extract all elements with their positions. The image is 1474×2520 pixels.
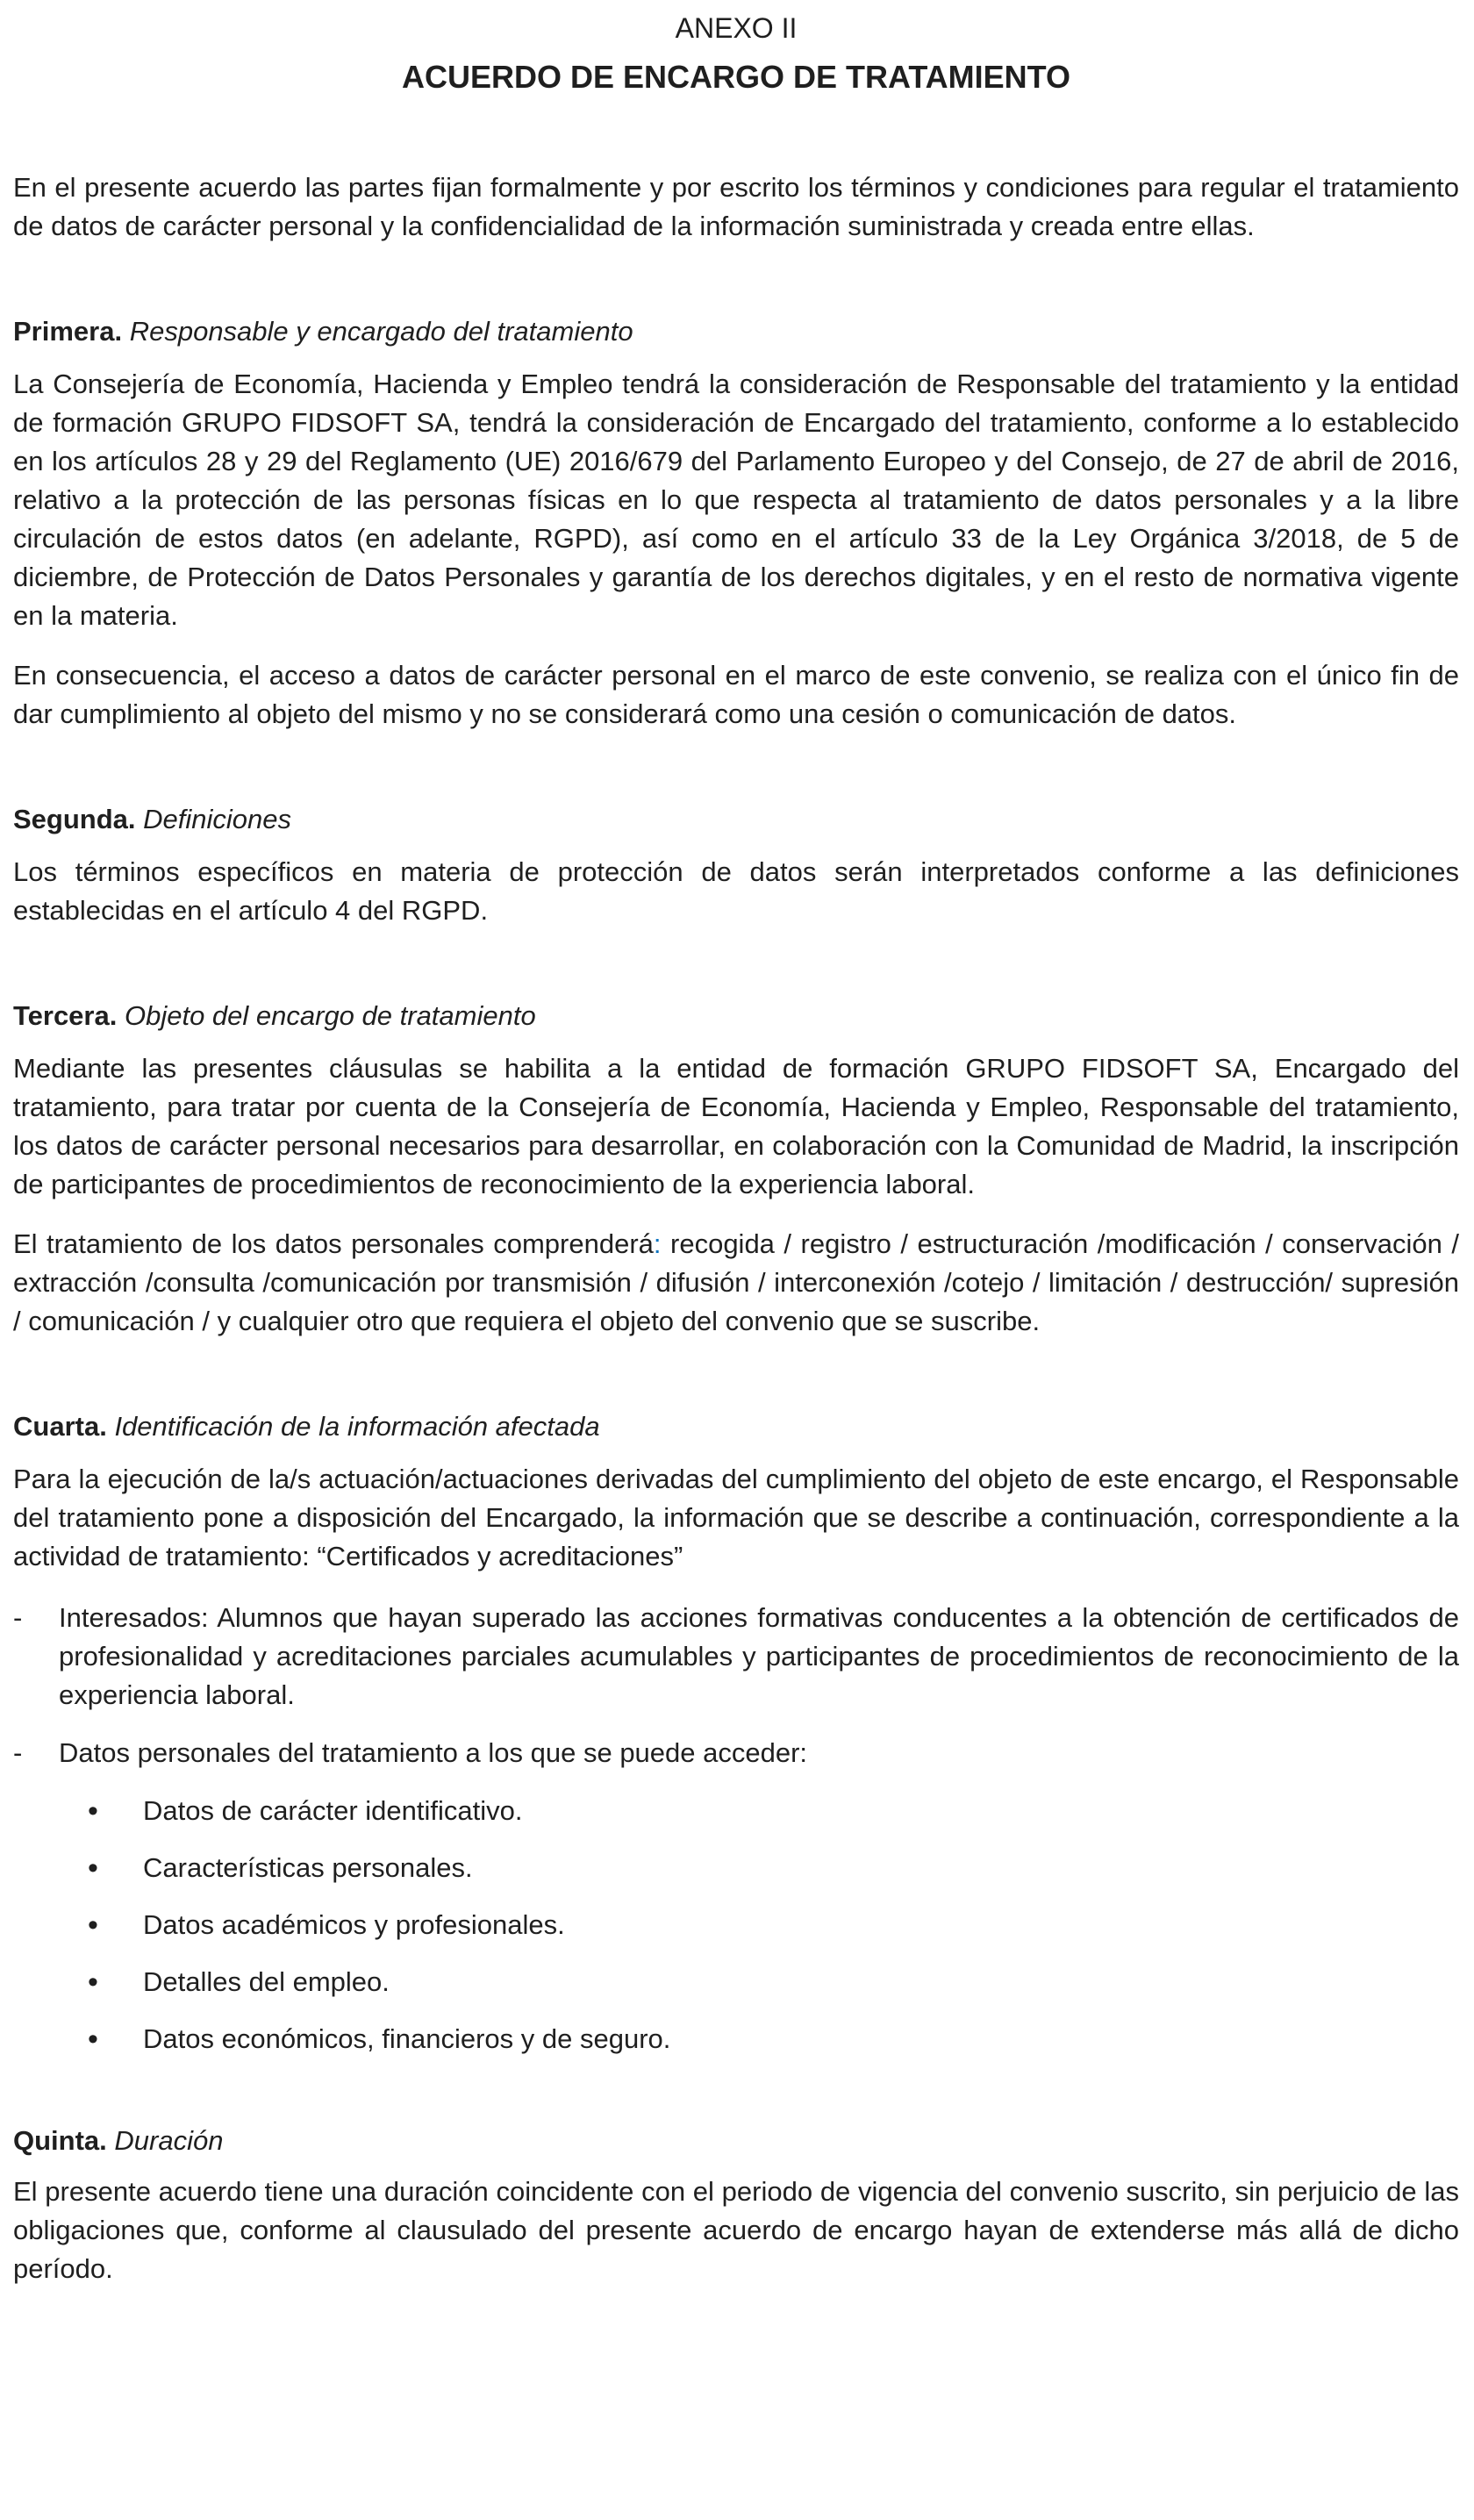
section-title: Definiciones <box>143 804 292 834</box>
section-heading-quinta <box>13 2122 1459 2160</box>
paragraph: La Consejería de Economía, Hacienda y Empleo tendrá la consideración de Responsable del tratamiento y la entidad de formación GRUPO FIDSOFT SA, tendrá la consideración de Encargado del tratamiento, conforme a lo establecido en los artículos 28 y 29 del Reglamento (UE) 2016/679 del Parlamento Europeo y del Consejo, de 27 de abril de 2016, relativo a la protección de las personas físicas en lo que respecta al tratamiento de datos personales y a la libre circulación de estos datos (en adelante, RGPD), así como en el artículo 33 de la Ley Orgánica 3/2018, de 5 de diciembre, de Protección de Datos Personales y garantía de los derechos digitales, y en el resto de normativa vigente en la materia. <box>13 369 1459 631</box>
bullet-marker: • <box>88 2022 98 2056</box>
bullet-item-text: Datos de carácter identificativo. <box>143 1795 523 1826</box>
paragraph: Para la ejecución de la/s actuación/actuaciones derivadas del cumplimiento del objeto de este encargo, el Responsable del tratamiento pone a disposición del Encargado, la información que se describe a continuación, correspondiente a la actividad de tratamiento: “Certificados y acreditaciones” <box>13 1464 1459 1571</box>
bullet-item-text: Datos académicos y profesionales. <box>143 1909 565 1940</box>
dash-marker: - <box>13 1737 23 1768</box>
bullet-marker: • <box>88 1794 98 1828</box>
intro-paragraph: En el presente acuerdo las partes fijan formalmente y por escrito los términos y condiciones para regular el tratamiento de datos de carácter personal y la confidencialidad de la información suministrada y creada entre ellas. <box>13 172 1459 241</box>
section-heading-tercera <box>13 997 1459 1035</box>
document-title: ACUERDO DE ENCARGO DE TRATAMIENTO <box>401 59 1070 95</box>
dash-item-text: Datos personales del tratamiento a los que se puede acceder: <box>59 1737 808 1768</box>
bullet-marker: • <box>88 1908 98 1942</box>
annex-label: ANEXO II <box>675 12 798 44</box>
treatment-operations-paragraph <box>13 1225 1459 1341</box>
paragraph: El presente acuerdo tiene una duración coincidente con el periodo de vigencia del convenio suscrito, sin perjuicio de las obligaciones que, conforme al clausulado del presente acuerdo de encargo hayan de extenderse más allá de dicho período. <box>13 2176 1459 2284</box>
section-title: Objeto del encargo de tratamiento <box>124 1000 536 1031</box>
section-lead: Tercera. <box>13 1000 118 1031</box>
section-lead: Primera. <box>13 316 123 347</box>
section-heading-cuarta <box>13 1407 1459 1446</box>
bullet-marker: • <box>88 1965 98 1999</box>
treatment-text-after-colon: recogida / registro / estructuración /modificación / conservación / extracción /consulta /comunicación por transmisión / difusión / interconexión /cotejo / limitación / destrucción/ supresión / comunicación / y cualquier otro que requiera el objeto del convenio que se suscribe. <box>13 1228 1459 1336</box>
bullet-list-item <box>13 1849 1459 1887</box>
bullet-item-text: Características personales. <box>143 1852 473 1883</box>
paragraph: Mediante las presentes cláusulas se habilita a la entidad de formación GRUPO FIDSOFT SA, Encargado del tratamiento, para tratar por cuenta de la Consejería de Economía, Hacienda y Empleo, Responsable del tratamiento, los datos de carácter personal necesarios para desarrollar, en colaboración con la Comunidad de Madrid, la inscripción de participantes de procedimientos de reconocimiento de la experiencia laboral. <box>13 1053 1459 1199</box>
section-title: Responsable y encargado del tratamiento <box>129 316 633 347</box>
section-lead: Cuarta. <box>13 1411 107 1442</box>
bullet-list-item <box>13 1792 1459 1830</box>
dash-list-item-datos-personales <box>13 1734 1459 1772</box>
section-title: Identificación de la información afectada <box>114 1411 600 1442</box>
dash-item-text: Interesados: Alumnos que hayan superado las acciones formativas conducentes a la obtención de certificados de profesionalidad y acreditaciones parciales acumulables y participantes de procedimientos de reconocimiento de la experiencia laboral. <box>59 1602 1459 1710</box>
section-lead: Quinta. <box>13 2125 107 2156</box>
section-lead: Segunda. <box>13 804 136 834</box>
dash-marker: - <box>13 1602 23 1633</box>
paragraph: En consecuencia, el acceso a datos de carácter personal en el marco de este convenio, se realiza con el único fin de dar cumplimiento al objeto del mismo y no se considerará como una cesión o comunicación de datos. <box>13 660 1459 729</box>
bullet-list-item <box>13 1906 1459 1944</box>
treatment-text-before-colon: El tratamiento de los datos personales comprenderá <box>13 1228 654 1259</box>
highlighted-colon: : <box>653 1228 662 1259</box>
bullet-list-item <box>13 2020 1459 2058</box>
dash-list-item-interesados <box>13 1599 1459 1715</box>
section-heading-primera <box>13 312 1459 351</box>
paragraph: Los términos específicos en materia de protección de datos serán interpretados conforme a las definiciones establecidas en el artículo 4 del RGPD. <box>13 856 1459 926</box>
bullet-list-item <box>13 1963 1459 2001</box>
bullet-marker: • <box>88 1851 98 1885</box>
section-title: Duración <box>114 2125 224 2156</box>
section-heading-segunda <box>13 800 1459 839</box>
bullet-item-text: Detalles del empleo. <box>143 1966 390 1997</box>
bullet-item-text: Datos económicos, financieros y de seguro. <box>143 2023 671 2054</box>
